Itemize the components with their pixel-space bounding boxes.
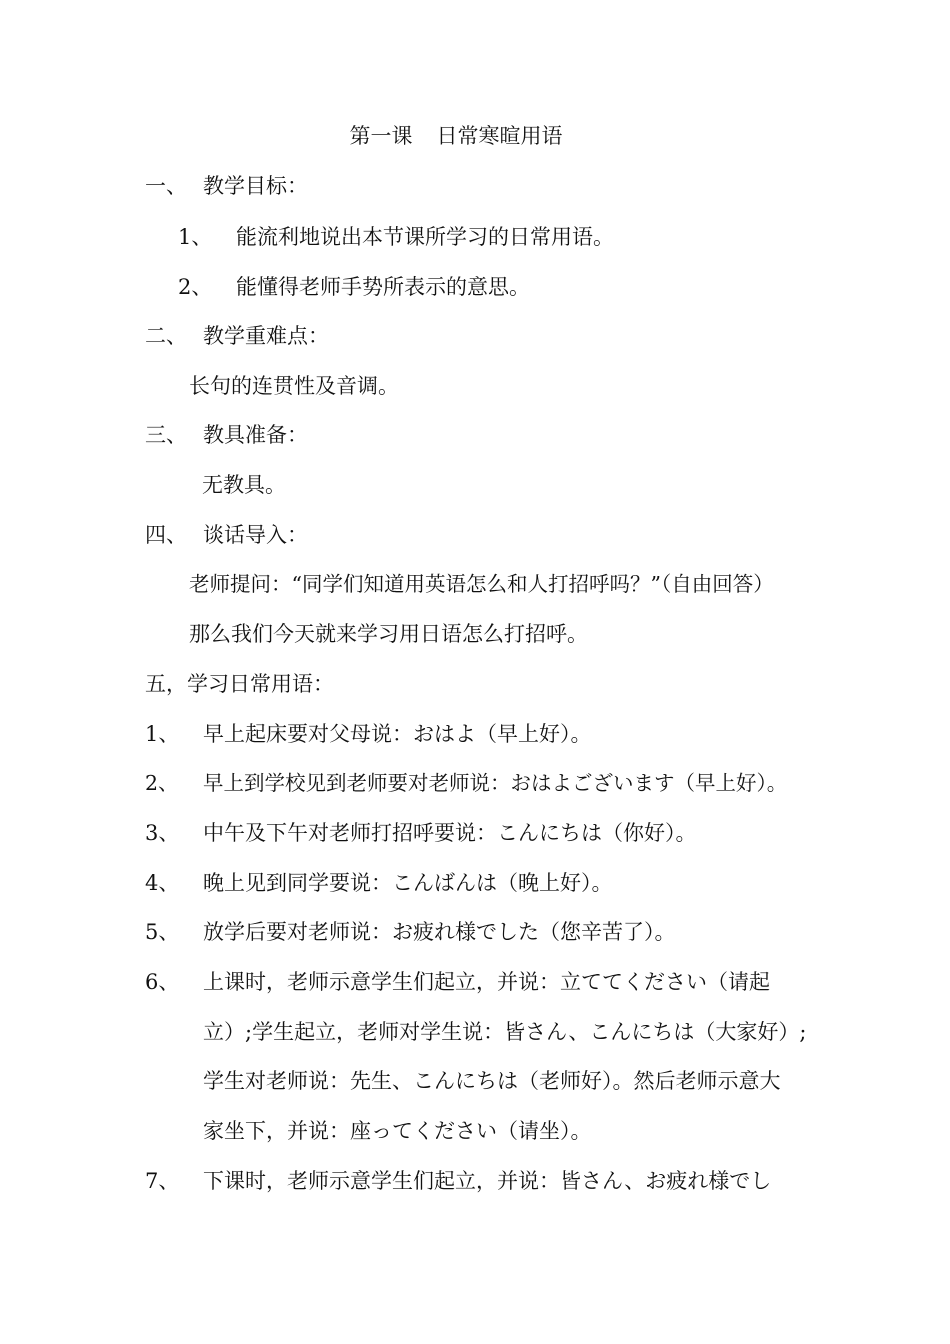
- section-2-heading: [145, 322, 329, 350]
- section-3-heading: [145, 421, 308, 449]
- lesson-number: 第一课: [349, 124, 413, 148]
- section-number: 四、: [145, 523, 187, 547]
- item-number: 2、: [145, 771, 179, 795]
- lesson-topic: 日常寒暄用语: [436, 124, 563, 148]
- phrase-item: [145, 769, 787, 797]
- section-body: 长句的连贯性及音调。: [189, 374, 399, 398]
- section-title: 教具准备：: [203, 423, 308, 447]
- item-continuation: 立）;学生起立，老师对学生说：皆さん、こんにちは（大家好）;: [203, 1020, 807, 1044]
- item-text: 早上起床要对父母说：おはよ（早上好）。: [203, 722, 592, 746]
- item-number: 7、: [145, 1169, 180, 1193]
- section-title: 教学重难点：: [203, 324, 329, 348]
- item-number: 5、: [145, 920, 180, 944]
- item-continuation: 家坐下，并说：座ってください（请坐）。: [203, 1119, 592, 1143]
- section-number: 三、: [145, 423, 187, 447]
- item-text: 早上到学校见到老师要对老师说：おはよございます（早上好）。: [203, 771, 788, 795]
- item-text: 能懂得老师手势所表示的意思。: [236, 275, 530, 299]
- item-text: 能流利地说出本节课所学习的日常用语。: [236, 225, 614, 249]
- phrase-item: [145, 1167, 771, 1195]
- section-5-heading: 五，学习日常用语：: [145, 672, 334, 696]
- section-body-line: 那么我们今天就来学习用日语怎么打招呼。: [189, 622, 588, 646]
- section-title: 谈话导入：: [203, 523, 308, 547]
- phrase-item: [145, 918, 676, 946]
- phrase-item: [145, 720, 592, 748]
- item-number: 3、: [145, 821, 180, 845]
- objective-item: [178, 223, 614, 251]
- section-title: 教学目标：: [203, 174, 308, 198]
- section-number: 二、: [145, 324, 187, 348]
- item-number: 2、: [178, 275, 213, 299]
- item-continuation: 学生对老师说：先生、こんにちは（老师好）。然后老师示意大: [203, 1069, 781, 1093]
- page-title: [0, 122, 912, 150]
- item-text: 晚上见到同学要说：こんばんは（晚上好）。: [203, 871, 613, 895]
- phrase-item: [145, 968, 770, 996]
- phrase-item: [145, 869, 613, 897]
- item-number: 1、: [178, 225, 213, 249]
- item-text: 放学后要对老师说：お疲れ様でした（您辛苦了）。: [203, 920, 676, 944]
- item-number: 1、: [145, 722, 180, 746]
- item-text: 下课时，老师示意学生们起立，并说：皆さん、お疲れ様でし: [203, 1169, 772, 1193]
- item-text: 上课时，老师示意学生们起立，并说：立ててください（请起: [203, 970, 770, 994]
- section-body-line: 老师提问：“同学们知道用英语怎么和人打招呼吗？”（自由回答）: [189, 572, 774, 596]
- item-number: 4、: [145, 871, 180, 895]
- item-number: 6、: [145, 970, 180, 994]
- objective-item: [178, 273, 530, 301]
- section-4-heading: [145, 521, 308, 549]
- section-1-heading: [145, 172, 308, 200]
- item-text: 中午及下午对老师打招呼要说：こんにちは（你好）。: [203, 821, 697, 845]
- section-body: 无教具。: [202, 473, 286, 497]
- section-number: 一、: [145, 174, 187, 198]
- phrase-item: [145, 819, 697, 847]
